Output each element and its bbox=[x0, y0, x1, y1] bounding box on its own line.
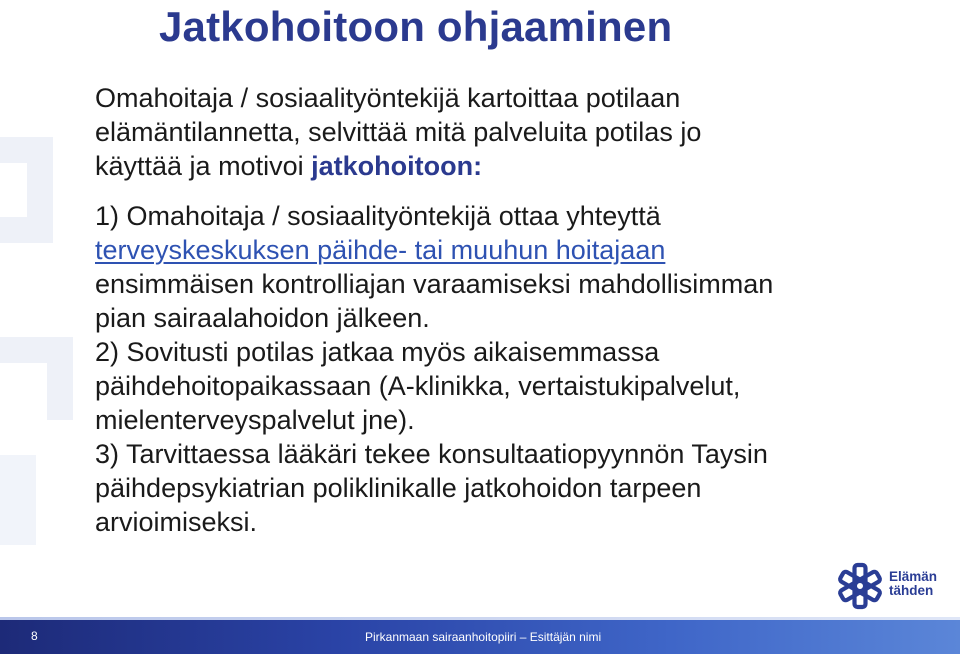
item1-line-3: ensimmäisen kontrolliajan varaamiseksi mahdollisimman bbox=[95, 269, 774, 299]
logo-line-1: Elämän bbox=[889, 569, 938, 584]
item1-line-4: pian sairaalahoidon jälkeen. bbox=[95, 303, 430, 333]
health-center-nurse-link[interactable]: terveyskeskuksen päihde- tai muuhun hoitajaan bbox=[95, 235, 666, 265]
intro-line-2: elämäntilannetta, selvittää mitä palveluita potilas jo bbox=[95, 117, 702, 147]
watermark-shape-lower bbox=[0, 350, 60, 420]
watermark-block bbox=[0, 455, 36, 545]
item1-link-line bbox=[95, 233, 945, 267]
intro-line-1: Omahoitaja / sosiaalityöntekijä kartoittaa potilaan bbox=[95, 83, 681, 113]
watermark-shape-upper bbox=[0, 150, 40, 230]
item2-line-3: mielenterveyspalvelut jne). bbox=[95, 405, 415, 435]
intro-line-3-prefix: käyttää ja motivoi bbox=[95, 151, 312, 181]
star-of-life-icon bbox=[839, 565, 881, 607]
logo-line-2: tähden bbox=[889, 583, 934, 598]
footer-bar bbox=[0, 620, 960, 654]
page-number: 8 bbox=[31, 629, 38, 643]
item3-line-2: päihdepsykiatrian poliklinikalle jatkohoidon tarpeen bbox=[95, 473, 702, 503]
slide-body bbox=[95, 81, 945, 539]
item3-line-1: 3) Tarvittaessa lääkäri tekee konsultaatiopyynnön Taysin bbox=[95, 439, 768, 469]
slide-title: Jatkohoitoon ohjaaminen bbox=[159, 3, 673, 50]
item2-line-1: 2) Sovitusti potilas jatkaa myös aikaisemmassa bbox=[95, 337, 660, 367]
item2-line-2: päihdehoitopaikassaan (A-klinikka, vertaistukipalvelut, bbox=[95, 371, 741, 401]
footer-presenter-text: Pirkanmaan sairaanhoitopiiri – Esittäjän nimi bbox=[365, 630, 602, 644]
intro-line-3 bbox=[95, 149, 945, 183]
item3-line-3: arvioimiseksi. bbox=[95, 507, 258, 537]
intro-accent-text: jatkohoitoon: bbox=[311, 151, 483, 181]
item1-line-1: 1) Omahoitaja / sosiaalityöntekijä ottaa yhteyttä bbox=[95, 201, 661, 231]
logo-wordmark bbox=[889, 570, 949, 598]
